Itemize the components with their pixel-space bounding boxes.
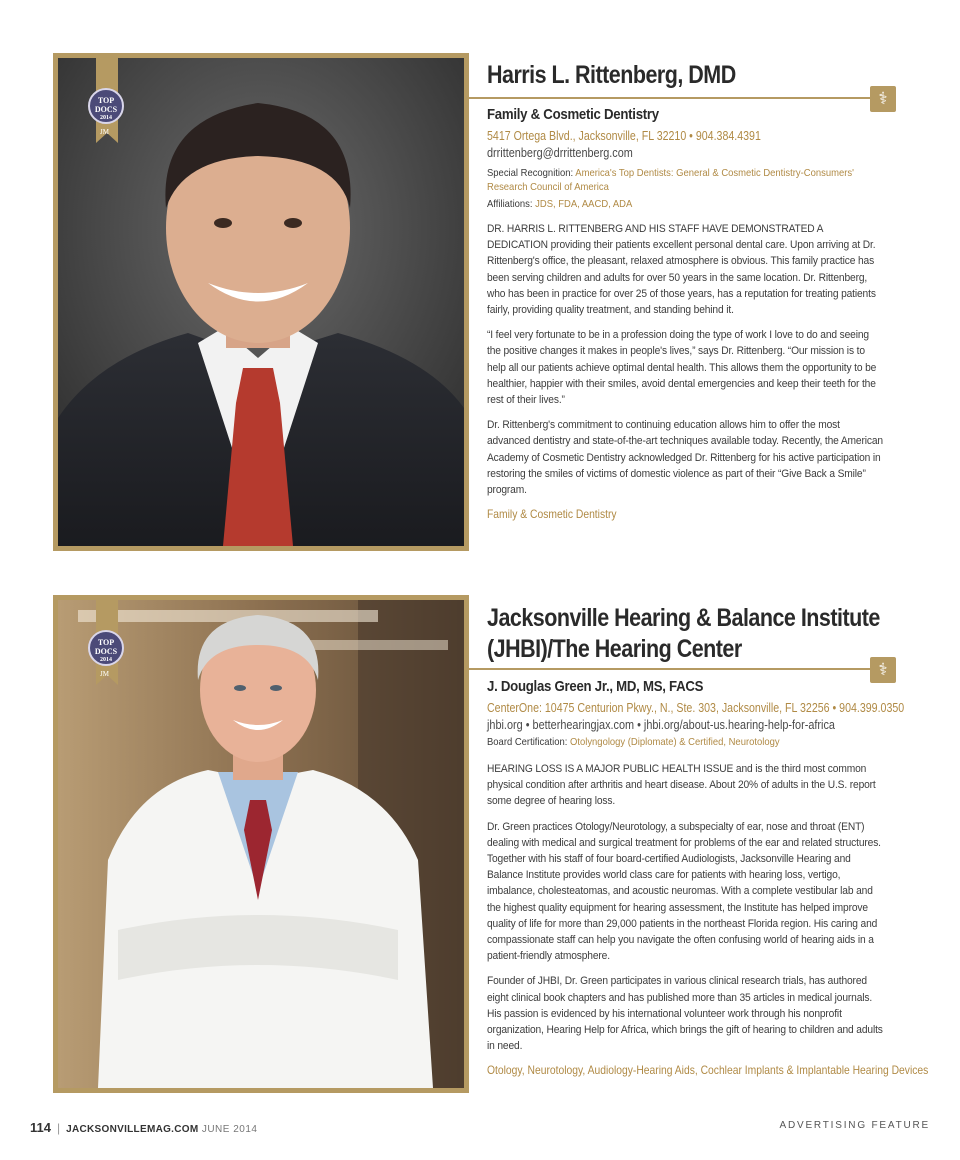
listing-address: 5417 Ortega Blvd., Jacksonville, FL 32210 • 904.384.4391: [487, 129, 761, 143]
board-certification: [487, 735, 883, 749]
advertising-feature-label: ADVERTISING FEATURE: [779, 1120, 930, 1131]
listing-address: CenterOne: 10475 Centurion Pkwy., N., Ste. 303, Jacksonville, FL 32256 • 904.399.0350: [487, 701, 905, 715]
listing-title: Harris L. Rittenberg, DMD: [487, 61, 736, 89]
affiliations: [487, 197, 883, 211]
footer-divider: |: [56, 1121, 61, 1135]
seal-line2: DOCS: [94, 647, 118, 656]
recognition-value: America's Top Dentists: General & Cosmetic Dentistry-Consumers' Research Council of America: [487, 167, 854, 193]
top-docs-seal: [88, 88, 124, 124]
body-paragraph: Dr. Green practices Otology/Neurotology, a subspecialty of ear, nose and throat (ENT) dealing with medical and surgical treatment for problems of the ear and related structures. Together with his staff of four board-certified Audiologists, Jacksonville Hearing and Balance Institute provides world class care for patients with hearing loss, vertigo, imbalance, cholesteatomas, and acoustic neuromas. With a complete vestibular lab and the highest quality equipment for hearing assessment, the Institute has helped improve quality of life for more than 29,000 patients in the northeast Florida region. His caring and compassionate staff can help you navigate the often confusing world of hearing aids in a patient-friendly atmosphere.: [487, 820, 881, 963]
listing-title-line1: Jacksonville Hearing & Balance Institute: [487, 604, 880, 632]
body-paragraph: Founder of JHBI, Dr. Green participates in various clinical research trials, has authored eight clinical book chapters and has published more than 35 articles in medical journals. His passion is evidenced by his international volunteer work through his nonprofit organization, Hearing Help for Africa, which brings the gift of hearing to children and adults in need.: [487, 975, 883, 1053]
listing-subtitle: J. Douglas Green Jr., MD, MS, FACS: [487, 678, 704, 695]
body-paragraph: HEARING LOSS IS A MAJOR PUBLIC HEALTH ISSUE and is the third most common physical condition after arthritis and heart disease. About 20% of adults in the U.S. report some degree of hearing loss.: [487, 763, 876, 808]
body-paragraph: “I feel very fortunate to be in a profession doing the type of work I love to do and seeing the positive changes it makes in people's lives,” says Dr. Rittenberg. “Our mission is to help all our patients achieve optimal dental health. This allows them the opportunity to be healthier, happier with their smiles, avoid dental emergencies and keep their teeth for the rest of their lives.”: [487, 329, 877, 407]
top-docs-seal: [88, 630, 124, 666]
footer-date: JUNE 2014: [201, 1124, 258, 1135]
body-paragraph: Dr. Rittenberg's commitment to continuing education allows him to offer the most advanced dentistry and state-of-the-art techniques available today. Recently, the American Academy of Cosmetic Dentistry acknowledged Dr. Rittenberg for his active participation in restoring the smiles of victims of domestic violence as part of their “Give Back a Smile” program.: [487, 419, 883, 497]
seal-mark: JM: [100, 128, 109, 136]
seal-line1: TOP: [97, 638, 115, 647]
seal-line2: DOCS: [94, 105, 118, 114]
cert-label: Board Certification:: [487, 736, 570, 748]
cert-value: Otolyngology (Diplomate) & Certified, Neurotology: [569, 736, 780, 748]
listing-tagline: Family & Cosmetic Dentistry: [487, 507, 617, 522]
listing-email: drrittenberg@drrittenberg.com: [487, 146, 633, 160]
listing-body: [487, 221, 887, 498]
listing-rittenberg: [487, 60, 887, 91]
seal-mark: JM: [100, 670, 109, 678]
body-paragraph: DR. HARRIS L. RITTENBERG AND HIS STAFF HAVE DEMONSTRATED A DEDICATION providing their patients excellent personal dental care. Upon arriving at Dr. Rittenberg's office, the pleasant, relaxed atmosphere is obvious. This family practice has been serving children and adults for over 50 years in the same location. Dr. Rittenberg, who has been in practice for over 25 of those years, has a reputation for treating patients fairly, providing quality treatment, and standing behind it.: [487, 223, 876, 317]
listing-details: [487, 106, 887, 521]
seal-line1: TOP: [97, 96, 115, 105]
special-recognition: [487, 166, 883, 194]
listing-tagline: Otology, Neurotology, Audiology-Hearing Aids, Cochlear Implants & Implantable Hearing Devices: [487, 1063, 929, 1078]
photo-frame-rittenberg: [53, 53, 469, 551]
seal-line3: 2014: [100, 115, 112, 121]
affiliations-label: Affiliations:: [487, 198, 536, 210]
listing-jhbi: [487, 603, 887, 665]
footer-site: JACKSONVILLEMAG.COM: [66, 1124, 199, 1135]
portrait-rittenberg: [58, 58, 464, 546]
gold-rule: [469, 668, 881, 670]
listing-body: [487, 761, 887, 1054]
listing-subtitle: Family & Cosmetic Dentistry: [487, 106, 659, 123]
portrait-green: [58, 600, 464, 1088]
seal-line3: 2014: [100, 657, 112, 663]
page-footer: [30, 1120, 257, 1135]
listing-websites: jhbi.org • betterhearingjax.com • jhbi.org/about-us.hearing-help-for-africa: [487, 718, 835, 732]
photo-frame-green: [53, 595, 469, 1093]
caduceus-icon: ⚕: [870, 86, 896, 112]
affiliations-value: JDS, FDA, AACD, ADA: [535, 198, 633, 210]
caduceus-icon: ⚕: [870, 657, 896, 683]
page-number: 114: [30, 1120, 51, 1135]
gold-rule: [469, 97, 881, 99]
listing-title-line2: (JHBI)/The Hearing Center: [487, 635, 742, 663]
recognition-label: Special Recognition:: [487, 167, 576, 179]
listing-details: [487, 678, 929, 1078]
